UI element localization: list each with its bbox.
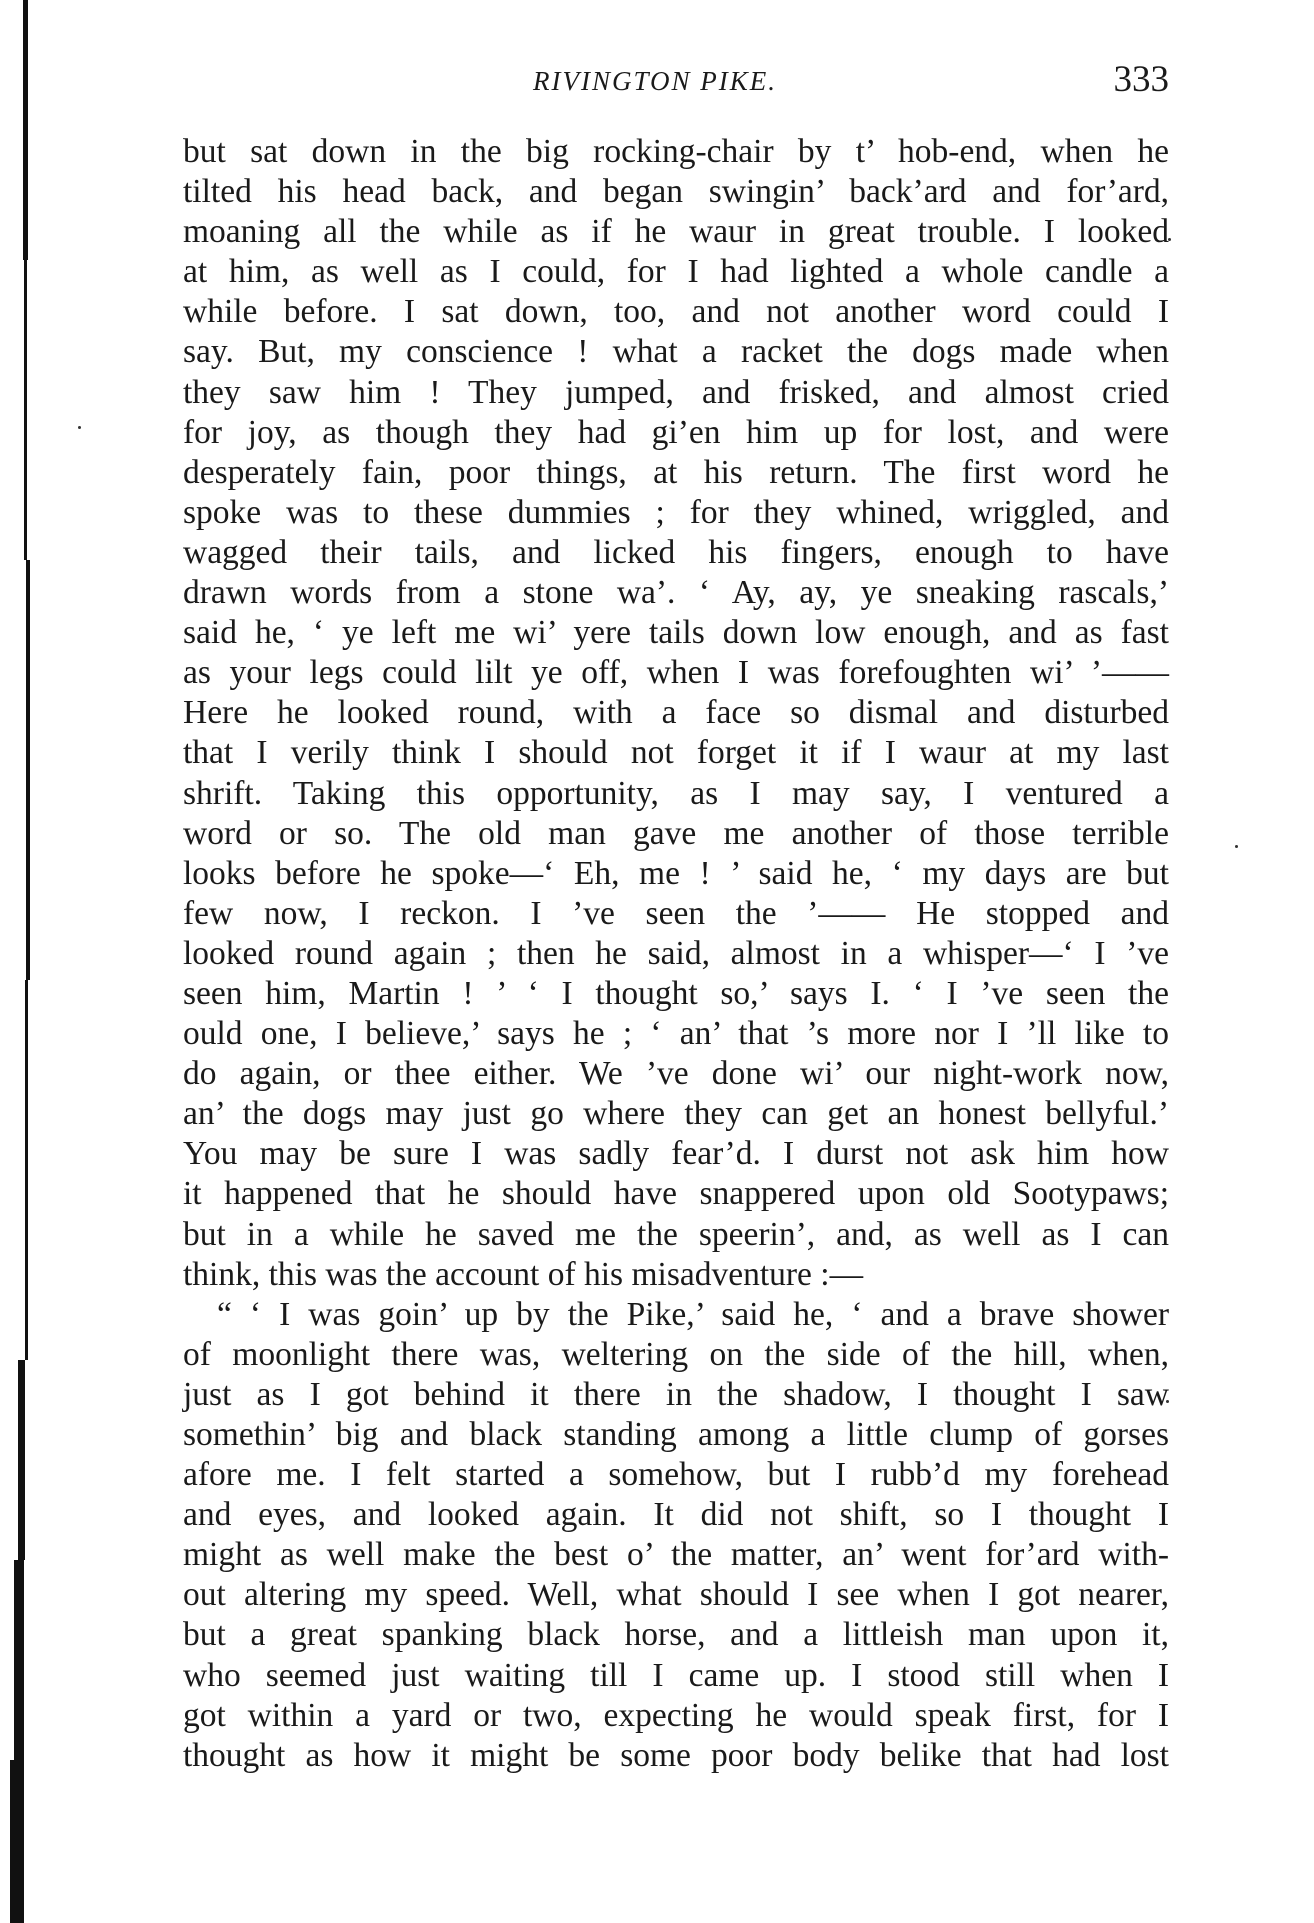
text-line: looked round again ; then he said, almost in a whisper—‘ I ’ve (183, 934, 1169, 972)
text-line: somethin’ big and black standing among a little clump of gorses (183, 1416, 1169, 1453)
text-line: spoke was to these dummies ; for they whined, wriggled, and (183, 493, 1169, 531)
text-line: drawn words from a stone wa’. ‘ Ay, ay, ye sneaking rascals,’ (183, 574, 1169, 612)
text-line: think, this was the account of his misadventure :— (183, 1255, 864, 1293)
text-line: looks before he spoke—‘ Eh, me ! ’ said he, ‘ my days are but (183, 854, 1169, 892)
page-binding-edge (0, 0, 40, 1923)
text-line: shrift. Taking this opportunity, as I may say, I ventured a (183, 774, 1169, 812)
text-line: but a great spanking black horse, and a littleish man upon it, (183, 1616, 1169, 1654)
page-header (185, 58, 1185, 108)
text-line: seen him, Martin ! ’ ‘ I thought so,’ says I. ‘ I ’ve seen the (183, 974, 1169, 1012)
text-line: wagged their tails, and licked his fingers, enough to have (183, 533, 1169, 571)
text-line: as your legs could lilt ye off, when I was forefoughten wi’ ’—— (183, 654, 1169, 692)
text-line: for joy, as though they had gi’en him up for lost, and were (183, 413, 1169, 451)
scan-speck (78, 426, 81, 429)
text-line: just as I got behind it there in the shadow, I thought I saw (183, 1375, 1169, 1413)
text-line: who seemed just waiting till I came up. I stood still when I (183, 1656, 1169, 1694)
text-line: got within a yard or two, expecting he would speak first, for I (183, 1696, 1169, 1734)
text-line: it happened that he should have snappered upon old Sootypaws; (183, 1175, 1169, 1213)
page-number: 333 (1113, 59, 1169, 100)
text-line: ould one, I believe,’ says he ; ‘ an’ that ’s more nor I ’ll like to (183, 1015, 1169, 1053)
text-line: moaning all the while as if he waur in great trouble. I looked (183, 213, 1169, 251)
scan-speck (1235, 845, 1238, 848)
text-line: tilted his head back, and began swingin’ back’ard and for’ard, (183, 173, 1169, 211)
text-line: while before. I sat down, too, and not another word could I (183, 293, 1169, 331)
text-line: desperately fain, poor things, at his return. The first word he (183, 453, 1169, 491)
body-text (183, 132, 1169, 1776)
text-line: few now, I reckon. I ’ve seen the ’—— He stopped and (183, 894, 1169, 932)
text-line: word or so. The old man gave me another of those terrible (183, 814, 1169, 852)
text-line: and eyes, and looked again. It did not shift, so I thought I (183, 1496, 1169, 1534)
text-line: might as well make the best o’ the matter, an’ went for’ard with- (183, 1536, 1169, 1574)
text-line: out altering my speed. Well, what should I see when I got nearer, (183, 1576, 1169, 1614)
text-line: at him, as well as I could, for I had lighted a whole candle a (183, 253, 1169, 291)
text-line: “ ‘ I was goin’ up by the Pike,’ said he, ‘ and a brave shower (217, 1295, 1169, 1333)
text-line: but sat down in the big rocking-chair by t’ hob-end, when he (183, 133, 1169, 170)
text-line: thought as how it might be some poor body belike that had lost (183, 1736, 1169, 1774)
text-line: do again, or thee either. We ’ve done wi’ our night-work now, (183, 1055, 1169, 1093)
text-line: of moonlight there was, weltering on the side of the hill, when, (183, 1335, 1169, 1373)
text-line: an’ the dogs may just go where they can get an honest bellyful.’ (183, 1095, 1169, 1133)
running-head: RIVINGTON PIKE. (533, 66, 777, 96)
text-line: that I verily think I should not forget it if I waur at my last (183, 734, 1169, 772)
text-line: Here he looked round, with a face so dismal and disturbed (183, 694, 1169, 732)
text-line: afore me. I felt started a somehow, but I rubb’d my forehead (183, 1456, 1169, 1494)
text-line: You may be sure I was sadly fear’d. I durst not ask him how (183, 1135, 1169, 1173)
text-line: say. But, my conscience ! what a racket the dogs made when (183, 333, 1169, 371)
text-line: said he, ‘ ye left me wi’ yere tails down low enough, and as fast (183, 614, 1169, 652)
text-line: but in a while he saved me the speerin’, and, as well as I can (183, 1215, 1169, 1253)
text-line: they saw him ! They jumped, and frisked, and almost cried (183, 373, 1169, 411)
